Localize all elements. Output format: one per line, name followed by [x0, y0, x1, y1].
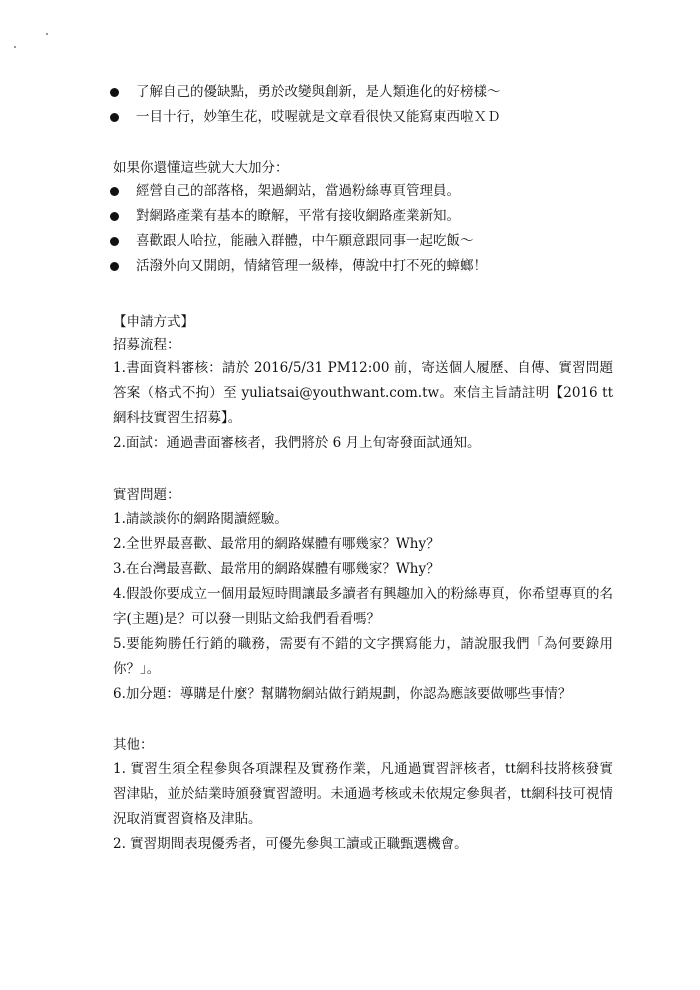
apply-steps — [113, 356, 613, 456]
bonus-list — [110, 179, 487, 279]
bullet-icon — [110, 262, 119, 271]
other-item: 1. 實習生須全程參與各項課程及實務作業，凡通過實習評核者，tt網科技將核發實習津貼，並於結業時頒發實習證明。未通過考核或未依規定參與者，tt網科技可視情況取消實習資格及津貼。 — [113, 761, 613, 827]
list-item: 一目十行，妙筆生花，哎喔就是文章看很快又能寫東西啦ＸＤ — [110, 105, 501, 130]
question-item: 5.要能夠勝任行銷的職務，需要有不錯的文字撰寫能力，請說服我們「為何要錄用你？」。 — [113, 636, 613, 677]
other-heading: 其他： — [113, 737, 154, 753]
question-item: 4.假設你要成立一個用最短時間讓最多讀者有興趣加入的粉絲專頁，你希望專頁的名字(主題)是？可以發一則貼文給我們看看嗎？ — [113, 586, 613, 627]
list-item: 喜歡跟人哈拉，能融入群體，中午願意跟同事一起吃飯～ — [110, 229, 487, 254]
bullet-icon — [110, 237, 119, 246]
list-item: 活潑外向又開朗，情緒管理一級棒，傳說中打不死的蟑螂！ — [110, 254, 487, 279]
other-list — [113, 757, 613, 857]
list-item: 了解自己的優缺點，勇於改變與創新，是人類進化的好榜樣～ — [110, 80, 501, 105]
other-item: 2. 實習期間表現優秀者，可優先參與工讀或正職甄選機會。 — [113, 836, 468, 852]
question-item: 6.加分題：導購是什麼？幫購物網站做行銷規劃，你認為應該要做哪些事情？ — [113, 686, 572, 702]
bullet-icon — [110, 113, 119, 122]
question-item: 2.全世界最喜歡、最常用的網路媒體有哪幾家？Why？ — [113, 536, 440, 552]
bullet-icon — [110, 88, 119, 97]
apply-step: 1.書面資料審核：請於 2016/5/31 PM12:00 前，寄送個人履歷、自傳、實習問題答案（格式不拘）至 yuliatsai@youthwant.com.tw。來信主旨請註明【2016 tt網科技實習生招募】。 — [113, 360, 613, 426]
scan-speck — [46, 33, 48, 35]
bonus-heading: 如果你還懂這些就大大加分： — [113, 160, 289, 176]
list-item: 對網路產業有基本的瞭解，平常有接收網路產業新知。 — [110, 204, 487, 229]
trait-list — [110, 80, 501, 130]
bullet-icon — [110, 212, 119, 221]
questions-list — [113, 507, 613, 707]
apply-step: 2.面試：通過書面審核者，我們將於 6 月上旬寄發面試通知。 — [113, 435, 481, 451]
questions-heading: 實習問題： — [113, 487, 181, 503]
list-item: 經營自己的部落格，架過網站，當過粉絲專頁管理員。 — [110, 179, 487, 204]
apply-heading: 【申請方式】 — [113, 314, 194, 330]
scan-speck — [14, 46, 16, 48]
question-item: 3.在台灣最喜歡、最常用的網路媒體有哪幾家？Why？ — [113, 561, 440, 577]
recruit-process-heading: 招募流程： — [113, 337, 181, 353]
question-item: 1.請談談你的網路閱讀經驗。 — [113, 511, 288, 527]
bullet-icon — [110, 187, 119, 196]
